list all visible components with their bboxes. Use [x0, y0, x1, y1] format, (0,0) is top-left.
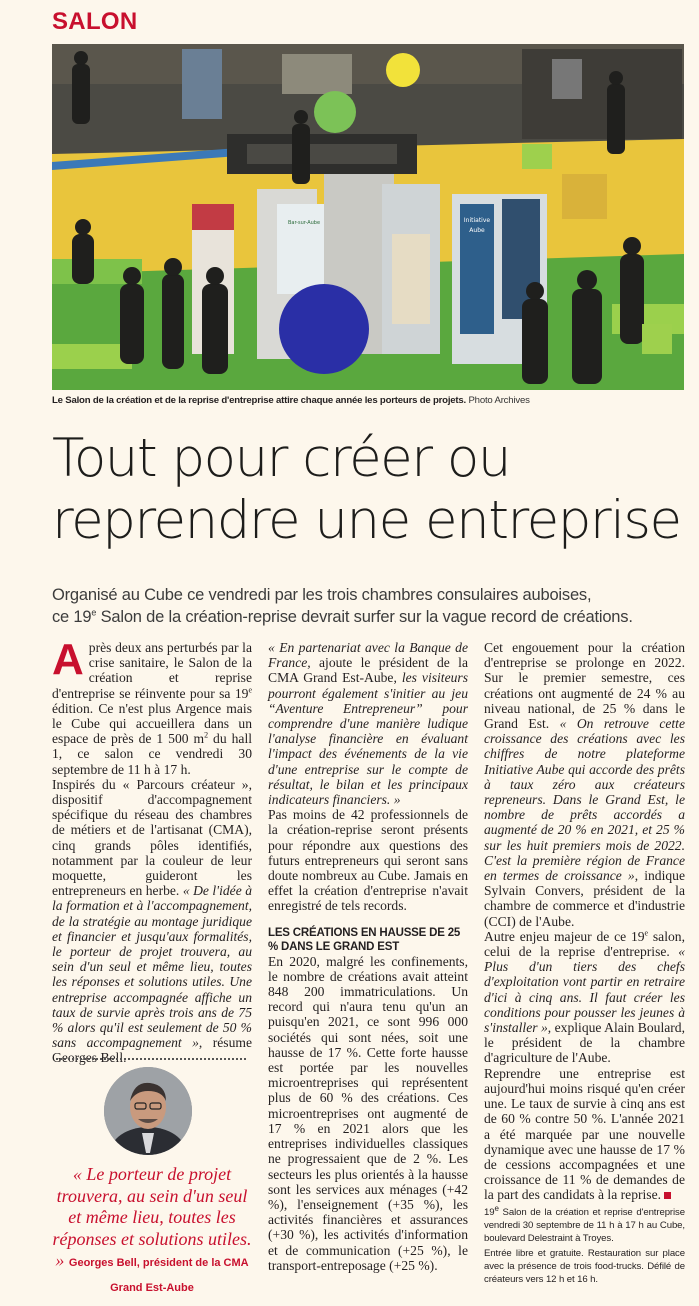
text-run: , indique Sylvain Convers, président de la chambre de commerce et d'industrie (CCI) de l'Aube.: [484, 868, 685, 929]
photo-caption: [52, 395, 684, 406]
paragraph-records: En 2020, malgré les confinements, le nombre de créations avait atteint 848 200 immatriculations. Un record qui n'aura tenu qu'un an puisqu'en 2021, ce sont 996 000 sociétés qui sont nées, soit une hausse de 17 %. Cette forte hausse est portée par les nouvelles microentreprises qui représentent plus de 60 % des créations. Ces microentreprises ont augmenté de 17 % en 2021 alors que les entreprises individuelles classiques ne progressaient que de 2 %. Les secteurs les plus orientés à la hausse sont les services aux ménages (+42 %), l'enseignement (+35 %), les activités financières et assurances (+30 %), les activités d'information et de communication (+25 %), le transport-entreposage (+25 %).: [268, 953, 468, 1273]
section-rubric: SALON: [52, 8, 138, 35]
pull-quote: [52, 1164, 252, 1299]
article-column-1: [52, 635, 253, 1066]
text-run: près deux ans perturbés par la crise sanitaire, le Salon de la création et reprise d'entreprise se réinvente pour sa 19: [52, 640, 252, 701]
blue-balloon: [279, 284, 369, 374]
text-run: Autre enjeu majeur de ce 19: [484, 928, 645, 944]
text-run: Salon de la création et reprise d'entreprise vendredi 30 septembre de 11 h à 17 h au Cube, boulevard Delestraint à Troyes.: [484, 1206, 685, 1244]
paragraph-banque: [268, 640, 468, 807]
paragraph-engouement: [484, 640, 685, 929]
caption-text: Le Salon de la création et de la reprise d'entreprise attire chaque année les porteurs de projets.: [52, 395, 467, 406]
text-run: , résume Georges Bell.: [52, 1035, 252, 1066]
headline: Tout pour créer ou reprendre une entreprise: [52, 428, 681, 551]
paragraph-parcours: [52, 777, 252, 1066]
quote-run: « On retrouve cette croissance des créations avec les chiffres de notre plateforme Initiative Aube qui accorde des prêts à taux zéro aux créateurs repreneurs. Dans le Grand Est, le nombre de prêts accordés a augmenté de 20 % en 2021, et 25 % sur les huit premiers mois de 2022. C'est la première région de France en termes de croissance »: [484, 716, 685, 884]
text-run: Cet engouement pour la création d'entreprise se prolonge en 2022. Sur le premier semestre, ces créations ont augmenté de 24 % au niveau national, de 25 % dans le Grand Est.: [484, 640, 685, 732]
subheading: LES CRÉATIONS EN HAUSSE DE 25 % DANS LE GRAND EST: [268, 926, 461, 953]
quote-run: « En partenariat avec la Banque de France,: [268, 640, 468, 671]
text-run: salon, celui de la reprise d'entreprise.: [484, 928, 685, 960]
paragraph-reprise: [484, 929, 685, 1066]
pull-quote-author: Georges Bell, président de la CMA Grand Est-Aube: [68, 1257, 249, 1294]
banner-title: Initiative: [463, 217, 491, 224]
green-balloon: [314, 91, 356, 133]
drop-cap: A: [52, 635, 84, 684]
quote-run: les visiteurs pourront également s'initier au jeu “Aventure Entrepreneur” pour comprendre d'une manière ludique l'analyse financière en évaluant l'impact des événements de la vie d'une entreprise sur le compte de résultat, le bilan et les principaux indicateurs financiers. »: [268, 670, 468, 808]
standfirst-line2b: Salon de la création-reprise devrait surfer sur la vague record de créations.: [96, 608, 633, 626]
text-run: édition. Ce n'est plus Argence mais le Cube qui accueillera dans un espace de près de 1 500 m: [52, 700, 252, 747]
paragraph-survie: [484, 1066, 685, 1203]
ordinal-suffix: e: [91, 607, 97, 618]
quote-run: « De l'idée à la formation et à l'accompagnement, de la stratégie au montage juridique et financier et jusqu'aux formalités, le porteur de projet trouvera, au sein d'un seul et même lieu, toutes les réponses et solutions utiles. Une entreprise accompagnée affiche un taux de survie après trois ans de 75 % alors qu'il est seulement de 50 % sans accompagnement »: [52, 883, 252, 1051]
text-run: ajoute le président de la CMA Grand Est-Aube,: [268, 655, 468, 686]
article-column-2: [268, 640, 468, 1273]
standfirst: [52, 584, 692, 628]
text-run: 19: [484, 1206, 495, 1218]
text-run: Inspirés du « Parcours créateur », dispositif d'accompagnement spécifique du réseau des chambres de métiers et de l'artisanat (CMA), cinq grands pôles identifiés, notamment par la couleur de leur moquette, guideront les entrepreneurs en herbe.: [52, 776, 252, 899]
pull-quote-text: « Le porteur de projet trouvera, au sein d'un seul et même lieu, toutes les réponses et solutions utiles. »: [52, 1164, 252, 1270]
end-mark-icon: [664, 1192, 671, 1199]
standfirst-line2a: ce 19: [52, 608, 92, 626]
article-column-3: [484, 640, 685, 1286]
ordinal-suffix: e: [644, 928, 649, 938]
text-run: du hall 1, ce salon ce vendredi 30 septembre de 11 h à 17 h.: [52, 731, 253, 777]
yellow-balloon: [386, 53, 420, 87]
info-dates: [484, 1203, 685, 1245]
text-run: Reprendre une entreprise est aujourd'hui moins risqué qu'en créer une. Le taux de survie à cinq ans est de 60 % contre 50 %. L'année 2021 a été marquée par une nouvelle dynamique avec une hausse de 17 % de cessions accompagnées et une croissance de 11 % de demandes de la part des candidats à la reprise.: [484, 1065, 685, 1203]
kiosk-label: Bar-sur-Aube: [287, 220, 321, 226]
ordinal-suffix: e: [248, 685, 252, 695]
portrait-photo: [104, 1067, 192, 1155]
event-photo: [52, 44, 684, 390]
standfirst-line1: Organisé au Cube ce vendredi par les trois chambres consulaires auboises,: [52, 586, 592, 604]
divider: [56, 1058, 246, 1060]
practical-info: [484, 1203, 685, 1286]
text-run: , explique Alain Boulard, le président de la chambre d'agriculture de l'Aube.: [484, 1020, 686, 1066]
superscript: 2: [204, 730, 209, 740]
paragraph-intro: [52, 635, 253, 777]
info-access: Entrée libre et gratuite. Restauration sur place avec la présence de trois food-trucks. Défilé de créateurs vers 12 h et 16 h.: [484, 1247, 685, 1285]
ordinal-suffix: e: [494, 1203, 499, 1213]
paragraph-professionnels: Pas moins de 42 professionnels de la création-reprise seront présents pour répondre aux questions des futurs entrepreneurs qui seront sans doute nombreux au Cube. Jamais en effet la création d'entreprise n'avait enregistré de tels records.: [268, 807, 468, 914]
banner-subtitle: Aube: [469, 227, 485, 234]
photo-credit: Photo Archives: [468, 395, 530, 406]
quote-run: « Plus d'un tiers des chefs d'exploitation vont partir en retraire d'ici à cinq ans. Il faut créer les conditions pour pousser les jeunes à s'installer »: [484, 944, 685, 1036]
